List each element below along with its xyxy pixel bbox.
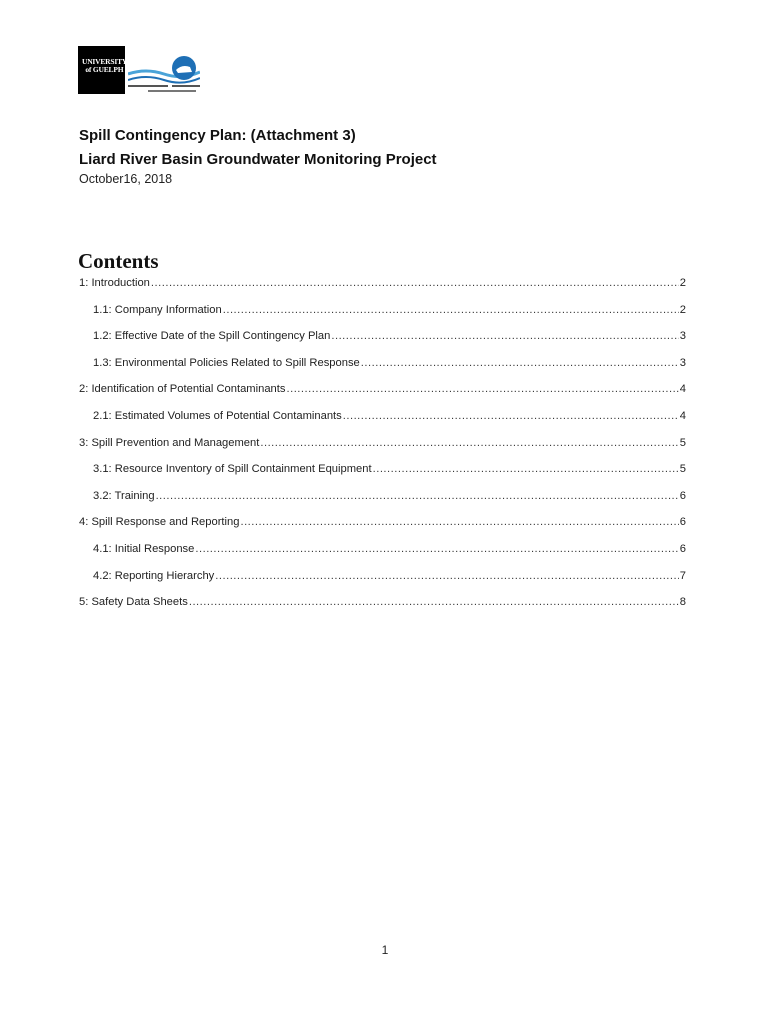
document-date: October16, 2018 xyxy=(79,172,173,186)
toc-leader-dots xyxy=(331,330,678,342)
toc-entry-page: 5 xyxy=(679,463,686,476)
toc-entry-label: 4.2: Reporting Hierarchy xyxy=(93,569,215,582)
toc-entry-page: 4 xyxy=(679,383,686,396)
toc-entry[interactable] xyxy=(79,570,686,597)
toc-entry-page: 3 xyxy=(679,330,686,343)
toc-entry-page: 7 xyxy=(679,569,686,582)
contents-heading: Contents xyxy=(78,249,159,273)
toc-leader-dots xyxy=(361,357,679,369)
toc-entry-page: 5 xyxy=(679,436,686,449)
toc-entry-page: 4 xyxy=(679,409,686,422)
toc-entry-label: 4.1: Initial Response xyxy=(93,542,195,555)
toc-entry[interactable] xyxy=(79,596,686,623)
toc-entry-label: 2.1: Estimated Volumes of Potential Contaminants xyxy=(93,409,342,422)
toc-entry[interactable] xyxy=(79,516,686,543)
table-of-contents xyxy=(79,277,686,623)
document-title xyxy=(79,124,437,172)
toc-leader-dots xyxy=(240,516,678,528)
toc-entry[interactable] xyxy=(79,437,686,464)
toc-leader-dots xyxy=(260,437,678,449)
toc-entry-label: 1.2: Effective Date of the Spill Contingency Plan xyxy=(93,330,331,343)
toc-entry-label: 1: Introduction xyxy=(79,277,150,289)
toc-entry[interactable] xyxy=(79,490,686,517)
northwest-territories-logo xyxy=(128,54,200,96)
toc-leader-dots xyxy=(195,543,678,555)
toc-entry[interactable] xyxy=(79,304,686,331)
toc-entry[interactable] xyxy=(79,357,686,384)
toc-entry[interactable] xyxy=(79,410,686,437)
page-number: 1 xyxy=(381,943,389,957)
toc-leader-dots xyxy=(223,304,679,316)
title-line-2: Liard River Basin Groundwater Monitoring Project xyxy=(79,151,437,168)
toc-entry-label: 4: Spill Response and Reporting xyxy=(79,516,240,529)
toc-entry-page: 3 xyxy=(679,356,686,369)
toc-entry-page: 6 xyxy=(679,516,686,529)
toc-entry-label: 2: Identification of Potential Contaminants xyxy=(79,383,286,396)
toc-leader-dots xyxy=(343,410,679,422)
toc-leader-dots xyxy=(373,463,679,475)
toc-entry[interactable] xyxy=(79,543,686,570)
toc-leader-dots xyxy=(189,596,679,608)
toc-entry[interactable] xyxy=(79,383,686,410)
toc-leader-dots xyxy=(215,570,679,582)
toc-entry[interactable] xyxy=(79,463,686,490)
toc-entry-page: 6 xyxy=(679,542,686,555)
toc-entry-label: 3.2: Training xyxy=(93,489,155,502)
toc-entry-label: 5: Safety Data Sheets xyxy=(79,596,188,609)
toc-leader-dots xyxy=(156,490,679,502)
toc-entry-page: 2 xyxy=(679,277,686,289)
toc-entry-label: 3.1: Resource Inventory of Spill Containment Equipment xyxy=(93,463,372,476)
toc-entry-page: 8 xyxy=(679,596,686,609)
toc-entry-label: 1.1: Company Information xyxy=(93,303,222,316)
toc-leader-dots xyxy=(286,383,678,395)
toc-leader-dots xyxy=(151,277,679,289)
toc-entry-label: 1.3: Environmental Policies Related to Spill Response xyxy=(93,356,360,369)
university-of-guelph-logo: UNIVERSITY of GUELPH xyxy=(78,46,125,94)
toc-entry-page: 6 xyxy=(679,489,686,502)
toc-entry-page: 2 xyxy=(679,303,686,316)
toc-entry[interactable] xyxy=(79,277,686,304)
toc-entry-label: 3: Spill Prevention and Management xyxy=(79,436,260,449)
title-line-1: Spill Contingency Plan: (Attachment 3) xyxy=(79,127,356,144)
toc-entry[interactable] xyxy=(79,330,686,357)
